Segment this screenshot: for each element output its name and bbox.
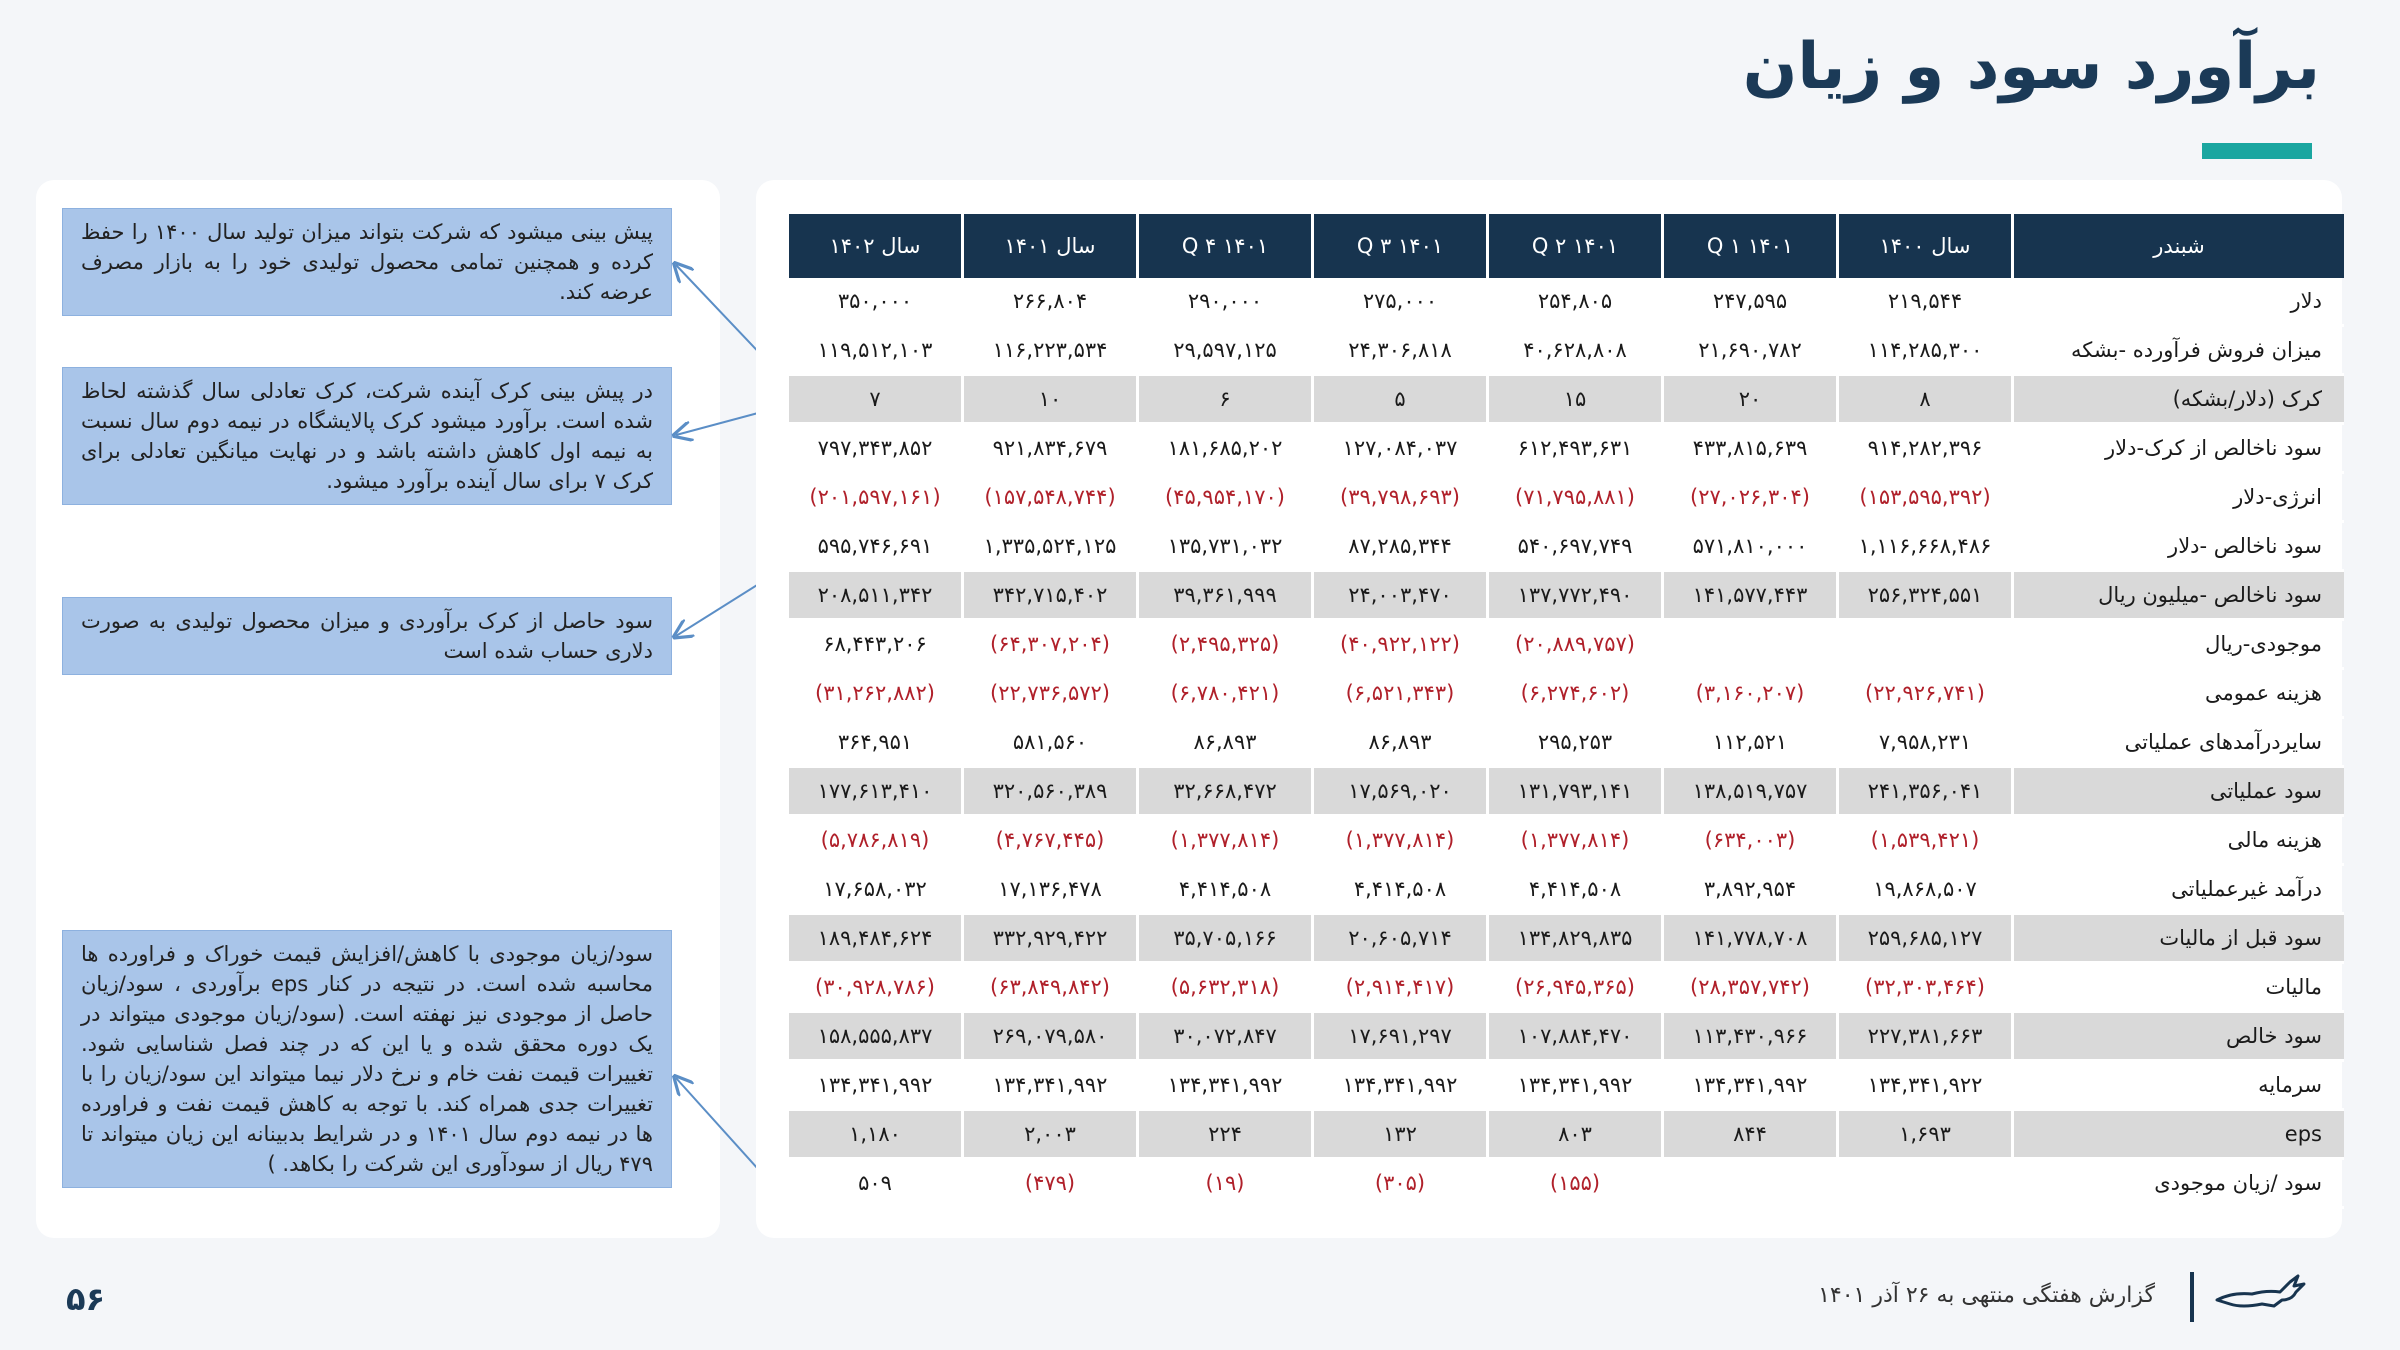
note-crack-forecast: در پیش بینی کرک آینده شرکت، کرک تعادلی سال گذشته لحاظ شده است. برآورد میشود کرک پالایشگاه در نیمه دوم سال نسبت به نیمه اول کاهش داشته باشد و در نهایت میانگین تعادلی برای کرک ۷ برای سال آینده برآورد میشود. [62,367,672,505]
table-cell: (۵,۶۳۲,۳۱۸) [1139,964,1311,1013]
table-cell: ۲۹۰,۰۰۰ [1139,278,1311,327]
header-period: ۱۴۰۱ Q ۴ [1139,214,1311,278]
table-cell: ۳۵,۷۰۵,۱۶۶ [1139,915,1311,964]
table-row [789,621,2344,670]
table-cell: (۴۰,۹۲۲,۱۲۲) [1314,621,1486,670]
table-cell: (۳۹,۷۹۸,۶۹۳) [1314,474,1486,523]
table-cell: ۸۶,۸۹۳ [1314,719,1486,768]
table-cell: ۲۵۴,۸۰۵ [1489,278,1661,327]
table-cell: ۱۷,۶۵۸,۰۳۲ [789,866,961,915]
table-cell: (۶۴,۳۰۷,۲۰۴) [964,621,1136,670]
table-cell: (۶,۷۸۰,۴۲۱) [1139,670,1311,719]
table-cell: ۱۳۲ [1314,1111,1486,1160]
table-cell: (۱,۳۷۷,۸۱۴) [1139,817,1311,866]
table-cell: ۴,۴۱۴,۵۰۸ [1139,866,1311,915]
table-header-row [789,214,2344,278]
header-period: ۱۴۰۱ Q ۲ [1489,214,1661,278]
table-cell: ۱۹,۸۶۸,۵۰۷ [1839,866,2011,915]
table-cell: ۱۷,۶۹۱,۲۹۷ [1314,1013,1486,1062]
table-row [789,327,2344,376]
row-label: سایردرآمدهای عملیاتی [2014,719,2344,768]
table-cell: (۱۵۵) [1489,1160,1661,1209]
table-row [789,523,2344,572]
table-cell: ۲۶۶,۸۰۴ [964,278,1136,327]
table-cell: ۵۰۹ [789,1160,961,1209]
table-cell: ۹۱۴,۲۸۲,۳۹۶ [1839,425,2011,474]
table-cell: (۶,۵۲۱,۳۴۳) [1314,670,1486,719]
note-production: پیش بینی میشود که شرکت بتواند میزان تولید سال ۱۴۰۰ را حفظ کرده و همچنین تمامی محصول تولیدی خود را به بازار مصرف عرضه کند. [62,208,672,316]
table-cell: ۲۰,۶۰۵,۷۱۴ [1314,915,1486,964]
table-cell: ۲۴۱,۳۵۶,۰۴۱ [1839,768,2011,817]
table-cell: ۱۳۴,۳۴۱,۹۹۲ [964,1062,1136,1111]
table-panel [756,180,2342,1238]
row-label: هزینه عمومی [2014,670,2344,719]
table-cell: (۱۵۷,۵۴۸,۷۴۴) [964,474,1136,523]
table-cell: (۷۱,۷۹۵,۸۸۱) [1489,474,1661,523]
table-cell: (۳۱,۲۶۲,۸۸۲) [789,670,961,719]
table-cell: ۱۳۴,۳۴۱,۹۲۲ [1839,1062,2011,1111]
row-label: درآمد غیرعملیاتی [2014,866,2344,915]
table-cell: (۴۵,۹۵۴,۱۷۰) [1139,474,1311,523]
row-label: سود قبل از مالیات [2014,915,2344,964]
page-number: ۵۶ [66,1280,106,1318]
table-cell: ۱۷۷,۶۱۳,۴۱۰ [789,768,961,817]
table-row [789,425,2344,474]
table-cell: ۱۱۳,۴۳۰,۹۶۶ [1664,1013,1836,1062]
table-cell: ۱۸۹,۴۸۴,۶۲۴ [789,915,961,964]
page-title: برآورد سود و زیان [1742,30,2320,104]
table-row [789,1160,2344,1209]
table-cell: ۳۹,۳۶۱,۹۹۹ [1139,572,1311,621]
row-label: دلار [2014,278,2344,327]
table-cell: ۱۵۸,۵۵۵,۸۳۷ [789,1013,961,1062]
table-cell: ۱,۳۳۵,۵۲۴,۱۲۵ [964,523,1136,572]
table-cell: ۱۳۷,۷۷۲,۴۹۰ [1489,572,1661,621]
row-label: هزینه مالی [2014,817,2344,866]
table-cell: ۳۳۲,۹۲۹,۴۲۲ [964,915,1136,964]
table-cell: ۱۳۴,۳۴۱,۹۹۲ [1139,1062,1311,1111]
table-cell: ۱۱۹,۵۱۲,۱۰۳ [789,327,961,376]
footer-divider [2190,1272,2194,1322]
table-cell: ۹۲۱,۸۳۴,۶۷۹ [964,425,1136,474]
table-cell: (۲۲,۹۲۶,۷۴۱) [1839,670,2011,719]
table-cell: ۷۹۷,۳۴۳,۸۵۲ [789,425,961,474]
table-cell: ۲۰۸,۵۱۱,۳۴۲ [789,572,961,621]
table-cell: ۸۷,۲۸۵,۳۴۴ [1314,523,1486,572]
table-cell: (۶,۲۷۴,۶۰۲) [1489,670,1661,719]
table-cell: (۲۰,۸۸۹,۷۵۷) [1489,621,1661,670]
table-cell: ۷,۹۵۸,۲۳۱ [1839,719,2011,768]
table-cell: (۱,۳۷۷,۸۱۴) [1314,817,1486,866]
table-cell: ۸۰۳ [1489,1111,1661,1160]
row-label: انرژی-دلار [2014,474,2344,523]
row-label: سرمایه [2014,1062,2344,1111]
table-cell: ۳۶۴,۹۵۱ [789,719,961,768]
table-cell: ۱۳۴,۳۴۱,۹۹۲ [1664,1062,1836,1111]
table-cell: ۵۸۱,۵۶۰ [964,719,1136,768]
table-row [789,719,2344,768]
table-row [789,278,2344,327]
table-cell: (۱۵۳,۵۹۵,۳۹۲) [1839,474,2011,523]
table-cell: ۷ [789,376,961,425]
table-cell: ۱۱۶,۲۲۳,۵۳۴ [964,327,1136,376]
table-row [789,1062,2344,1111]
table-cell: ۲,۰۰۳ [964,1111,1136,1160]
table-cell: ۱۵ [1489,376,1661,425]
row-label: کرک (دلار/بشکه) [2014,376,2344,425]
table-cell: (۲۷,۰۲۶,۳۰۴) [1664,474,1836,523]
table-cell [1839,1160,2011,1209]
table-cell: ۲۱,۶۹۰,۷۸۲ [1664,327,1836,376]
row-label: سود /زیان موجودی [2014,1160,2344,1209]
table-cell: ۶۱۲,۴۹۳,۶۳۱ [1489,425,1661,474]
table-cell: ۱,۱۸۰ [789,1111,961,1160]
table-body [789,278,2344,1209]
table-row [789,768,2344,817]
table-cell: ۱۴۱,۷۷۸,۷۰۸ [1664,915,1836,964]
table-cell: ۱۴۱,۵۷۷,۴۴۳ [1664,572,1836,621]
table-cell: ۵۷۱,۸۱۰,۰۰۰ [1664,523,1836,572]
table-cell: ۲۲۴ [1139,1111,1311,1160]
note-dollar-profit: سود حاصل از کرک برآوردی و میزان محصول تولیدی به صورت دلاری حساب شده است [62,597,672,675]
row-label: سود ناخالص -میلیون ریال [2014,572,2344,621]
table-cell: ۸۶,۸۹۳ [1139,719,1311,768]
table-cell: ۱۳۸,۵۱۹,۷۵۷ [1664,768,1836,817]
table-cell: (۱۹) [1139,1160,1311,1209]
table-cell: ۳۴۲,۷۱۵,۴۰۲ [964,572,1136,621]
table-cell: (۲۶,۹۴۵,۳۶۵) [1489,964,1661,1013]
table-cell: ۴۰,۶۲۸,۸۰۸ [1489,327,1661,376]
table-cell: ۱۱۲,۵۲۱ [1664,719,1836,768]
table-cell: (۲۸,۳۵۷,۷۴۲) [1664,964,1836,1013]
table-cell: (۶۳۴,۰۰۳) [1664,817,1836,866]
table-row [789,572,2344,621]
table-cell: ۱۳۱,۷۹۳,۱۴۱ [1489,768,1661,817]
row-label: سود خالص [2014,1013,2344,1062]
profit-loss-table [786,214,2347,1209]
table-cell: ۲۷۵,۰۰۰ [1314,278,1486,327]
row-label: میزان فروش فرآورده -بشکه [2014,327,2344,376]
table-cell: ۱۳۴,۸۲۹,۸۳۵ [1489,915,1661,964]
table-cell: (۱,۳۷۷,۸۱۴) [1489,817,1661,866]
row-label: موجودی-ریال [2014,621,2344,670]
footer-report-text: گزارش هفتگی منتهی به ۲۶ آذر ۱۴۰۱ [1818,1283,2155,1308]
table-cell: ۱۰۷,۸۸۴,۴۷۰ [1489,1013,1661,1062]
table-cell: ۸ [1839,376,2011,425]
table-cell: (۲۰۱,۵۹۷,۱۶۱) [789,474,961,523]
header-period: سال ۱۴۰۰ [1839,214,2011,278]
bull-logo-icon [2212,1270,2312,1320]
row-label: مالیات [2014,964,2344,1013]
table-row [789,817,2344,866]
row-label: سود ناخالص -دلار [2014,523,2344,572]
title-underline [2202,143,2312,159]
header-period: ۱۴۰۱ Q ۱ [1664,214,1836,278]
table-cell: ۱۳۴,۳۴۱,۹۹۲ [1314,1062,1486,1111]
table-cell: (۲,۹۱۴,۴۱۷) [1314,964,1486,1013]
table-cell: ۳۲۰,۵۶۰,۳۸۹ [964,768,1136,817]
table-cell: ۱,۱۱۶,۶۶۸,۴۸۶ [1839,523,2011,572]
table-cell: ۴,۴۱۴,۵۰۸ [1489,866,1661,915]
table-cell: (۶۳,۸۴۹,۸۴۲) [964,964,1136,1013]
table-cell: ۲۹۵,۲۵۳ [1489,719,1661,768]
table-cell [1664,1160,1836,1209]
table-cell: ۶۸,۴۴۳,۲۰۶ [789,621,961,670]
table-cell: ۴۳۳,۸۱۵,۶۳۹ [1664,425,1836,474]
table-row [789,915,2344,964]
table-cell: (۲۲,۷۳۶,۵۷۲) [964,670,1136,719]
table-row [789,670,2344,719]
table-cell: ۳۰,۰۷۲,۸۴۷ [1139,1013,1311,1062]
table-cell: (۳۰۵) [1314,1160,1486,1209]
header-period: سال ۱۴۰۱ [964,214,1136,278]
table-cell: (۵,۷۸۶,۸۱۹) [789,817,961,866]
table-row [789,1013,2344,1062]
table-cell: ۲۶۹,۰۷۹,۵۸۰ [964,1013,1136,1062]
table-cell: ۳۲,۶۶۸,۴۷۲ [1139,768,1311,817]
table-cell: ۴,۴۱۴,۵۰۸ [1314,866,1486,915]
table-row [789,376,2344,425]
table-row [789,474,2344,523]
header-period: ۱۴۰۱ Q ۳ [1314,214,1486,278]
table-cell: ۱۱۴,۲۸۵,۳۰۰ [1839,327,2011,376]
table-row [789,1111,2344,1160]
table-cell: ۵ [1314,376,1486,425]
table-cell: ۱۳۴,۳۴۱,۹۹۲ [1489,1062,1661,1111]
table-cell: (۲,۴۹۵,۳۲۵) [1139,621,1311,670]
table-cell: (۴۷۹) [964,1160,1136,1209]
header-period: سال ۱۴۰۲ [789,214,961,278]
table-cell: ۳۵۰,۰۰۰ [789,278,961,327]
table-cell [1839,621,2011,670]
table-cell: ۲۴,۳۰۶,۸۱۸ [1314,327,1486,376]
table-cell: ۶ [1139,376,1311,425]
table-cell: ۱,۶۹۳ [1839,1111,2011,1160]
table-cell [1664,621,1836,670]
table-cell: ۲۴,۰۰۳,۴۷۰ [1314,572,1486,621]
table-cell: ۱۳۵,۷۳۱,۰۳۲ [1139,523,1311,572]
header-company: شبندر [2014,214,2344,278]
table-cell: (۳,۱۶۰,۲۰۷) [1664,670,1836,719]
table-cell: ۵۹۵,۷۴۶,۶۹۱ [789,523,961,572]
table-cell: ۲۵۹,۶۸۵,۱۲۷ [1839,915,2011,964]
table-cell: ۱۷,۱۳۶,۴۷۸ [964,866,1136,915]
table-cell: ۱۸۱,۶۸۵,۲۰۲ [1139,425,1311,474]
table-cell: (۳۲,۳۰۳,۴۶۴) [1839,964,2011,1013]
row-label: سود عملیاتی [2014,768,2344,817]
table-cell: ۲۱۹,۵۴۴ [1839,278,2011,327]
table-cell: ۱۰ [964,376,1136,425]
table-cell: ۵۴۰,۶۹۷,۷۴۹ [1489,523,1661,572]
note-inventory: سود/زیان موجودی با کاهش/افزایش قیمت خوراک و فراورده ها محاسبه شده است. در نتیجه در کنار eps برآوردی ، سود/زیان حاصل از موجودی نیز نهفته است. (سود/زیان موجودی میتواند در یک دوره محقق شده و یا این که در چند فصل شناسایی شود. تغییرات قیمت نفت خام و نرخ دلار نیما میتواند این سود/زیان را با تغییرات جدی همراه کند. با توجه به کاهش قیمت نفت و فراورده ها در نیمه دوم سال ۱۴۰۱ و در شرایط بدبینانه این زیان میتواند تا ۴۷۹ ریال از سودآوری این شرکت را بکاهد. ) [62,930,672,1188]
table-cell: (۴,۷۶۷,۴۴۵) [964,817,1136,866]
row-label: سود ناخالص از کرک-دلار [2014,425,2344,474]
table-cell: ۱۳۴,۳۴۱,۹۹۲ [789,1062,961,1111]
table-cell: ۲۵۶,۳۲۴,۵۵۱ [1839,572,2011,621]
table-cell: ۲۹,۵۹۷,۱۲۵ [1139,327,1311,376]
table-cell: ۱۷,۵۶۹,۰۲۰ [1314,768,1486,817]
table-cell: (۳۰,۹۲۸,۷۸۶) [789,964,961,1013]
table-cell: (۱,۵۳۹,۴۲۱) [1839,817,2011,866]
table-cell: ۱۲۷,۰۸۴,۰۳۷ [1314,425,1486,474]
table-cell: ۲۰ [1664,376,1836,425]
table-row [789,964,2344,1013]
table-cell: ۲۴۷,۵۹۵ [1664,278,1836,327]
table-cell: ۳,۸۹۲,۹۵۴ [1664,866,1836,915]
table-cell: ۸۴۴ [1664,1111,1836,1160]
row-label: eps [2014,1111,2344,1160]
table-cell: ۲۲۷,۳۸۱,۶۶۳ [1839,1013,2011,1062]
table-row [789,866,2344,915]
